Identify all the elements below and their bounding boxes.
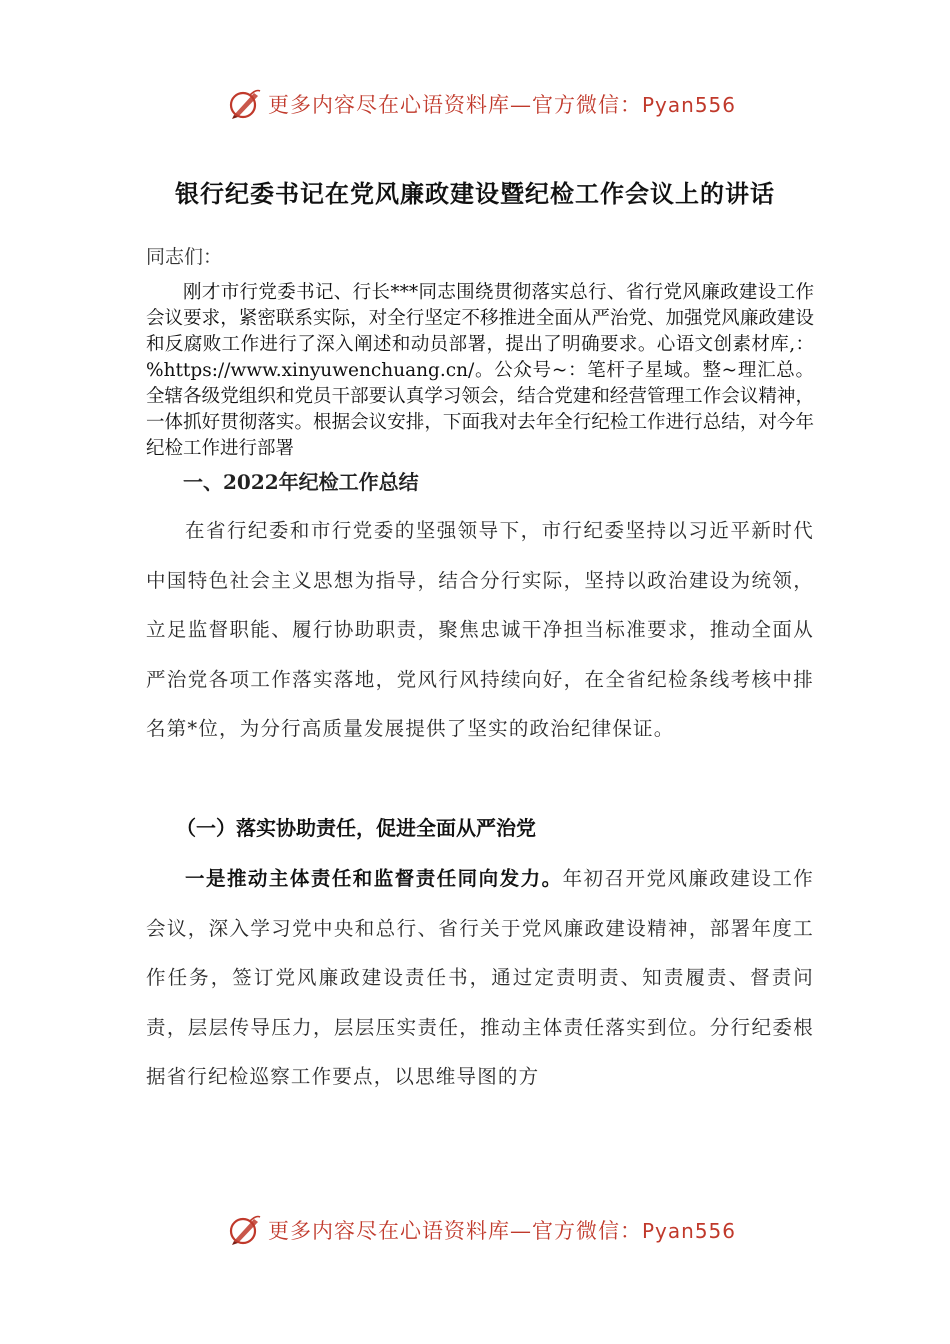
banner-contact-label: 官方微信： [532,1219,642,1243]
section-heading: 一、2022年纪检工作总结 [183,470,419,494]
banner-text [268,89,736,119]
subsection-paragraph [146,854,814,1102]
paragraph-body: 年初召开党风廉政建设工作会议，深入学习党中央和总行、省行关于党风廉政建设精神，部署年度工作任务，签订党风廉政建设责任书，通过定责明责、知责履责、督责问责，层层传导压力，层层压实责任，推动主体责任落实到位。分行纪委根据省行纪检巡察工作要点，以思维导图的方 [146,867,814,1089]
banner-main-text: 更多内容尽在心语资料库 [268,1219,510,1243]
banner-separator: — [510,1219,532,1243]
banner-contact-id: Pyan556 [642,93,737,117]
intro-paragraph: 刚才市行党委书记、行长***同志围绕贯彻落实总行、省行党风廉政建设工作会议要求，紧密联系实际，对全行坚定不移推进全面从严治党、加强党风廉政建设和反腐败工作进行了深入阐述和动员部署，提出了明确要求。心语文创素材库,：%https://www.xinyuwenchuang.cn/。公众号~：笔杆子星域。整~理汇总。全辖各级党组织和党员干部要认真学习领会，结合党建和经营管理工作会议精神，一体抓好贯彻落实。根据会议安排，下面我对去年全行纪检工作进行总结，对今年纪检工作进行部署 [146,282,814,459]
banner-main-text: 更多内容尽在心语资料库 [268,93,510,117]
banner-separator: — [510,93,532,117]
header-banner [228,84,736,124]
section-paragraph: 在省行纪委和市行党委的坚强领导下，市行纪委坚持以习近平新时代中国特色社会主义思想为指导，结合分行实际，坚持以政治建设为统领，立足监督职能、履行协助职责，聚焦忠诚干净担当标准要求，推动全面从严治党各项工作落实落地，党风行风持续向好，在全省纪检条线考核中排名第*位，为分行高质量发展提供了坚实的政治纪律保证。 [146,519,814,741]
greeting: 同志们： [146,246,223,268]
pen-logo-icon [228,87,262,121]
subsection-heading: （一）落实协助责任，促进全面从严治党 [176,816,536,840]
banner-text [268,1215,736,1245]
document-title: 银行纪委书记在党风廉政建设暨纪检工作会议上的讲话 [175,179,775,208]
paragraph-lead: 一是推动主体责任和监督责任同向发力。 [185,867,563,890]
banner-contact-id: Pyan556 [642,1219,737,1243]
banner-contact-label: 官方微信： [532,93,642,117]
pen-logo-icon [228,1213,262,1247]
footer-banner [228,1210,736,1250]
